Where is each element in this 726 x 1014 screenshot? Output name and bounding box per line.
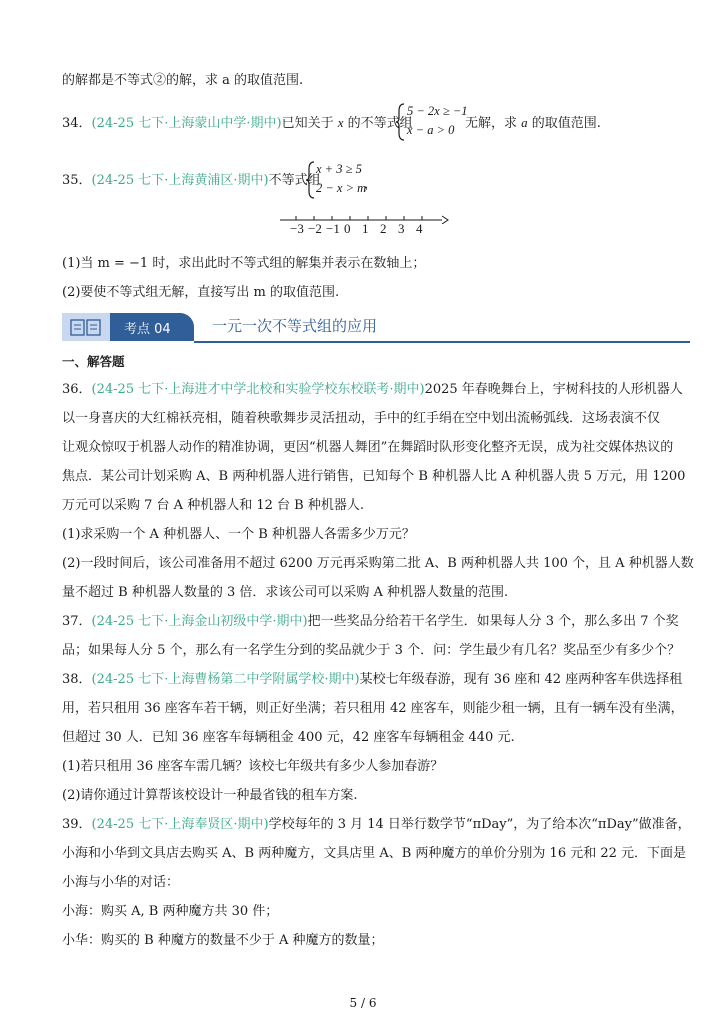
text: 的不等式组 [343,116,413,131]
inequality-system-35 [316,160,366,198]
text: 某校七年级春游，现有 36 座和 42 座两种客车供选择租 [359,672,683,687]
question-source: (24-25 七下·上海进才中学北校和实验学校东校联考·期中) [91,382,425,397]
text-line: 小海和小华到文具店去购买 A、B 两种魔方，文具店里 A、B 两种魔方的单价分别为 16 元和 22 元．下面是 [62,846,687,861]
inequality-system-34 [407,102,468,140]
text: 学校每年的 3 月 14 日举行数学节“πDay”，为了给本次“πDay”做准备， [268,817,691,832]
sub-question: (2)请你通过计算帮该校设计一种最省钱的租车方案. [62,788,358,803]
topic-badge-label: 考点 04 [124,322,171,337]
brace-icon [396,103,406,141]
inequality: 5 − 2x ≥ −1 [407,104,468,118]
section-heading: 一、解答题 [62,354,125,369]
text-line: 以一身喜庆的大红棉袄亮相，随着秧歌舞步灵活扭动，手中的红手绢在空中划出流畅弧线．这场表演不仅 [62,411,661,426]
question-number: 38． [62,672,92,687]
text: 无解，求 [465,116,522,131]
text: 把一些奖品分给若干名学生．如果每人分 3 个，那么多出 7 个奖 [307,614,679,629]
text: 2025 年春晚舞台上，宇树科技的人形机器人 [424,382,683,397]
question-source: (24-25 七下·上海黄浦区·期中) [91,173,269,188]
text-line: 但超过 30 人．已知 36 座客车每辆租金 400 元，42 座客车每辆租金 440 元. [62,730,515,745]
inequality: x − a > 0 [407,123,455,137]
text-line: 小海与小华的对话： [62,875,180,890]
text: ， [364,177,378,192]
math-var: x [337,115,344,130]
topic-banner [62,309,690,343]
question-35 [62,172,321,190]
number-line-label: −3 [290,221,304,236]
question-number: 34． [62,116,92,131]
text-line: 万元可以采购 7 台 A 种机器人和 12 台 B 种机器人. [62,498,364,513]
question-number: 36． [62,382,92,397]
question-source: (24-25 七下·上海蒙山中学·期中) [91,116,282,131]
number-line-label: 4 [416,221,423,236]
inequality: x + 3 ≥ 5 [316,162,362,176]
question-number: 37． [62,614,92,629]
divider [194,341,690,343]
question-source: (24-25 七下·上海奉贤区·期中) [91,817,269,832]
number-line-label: −1 [326,221,340,236]
question-source: (24-25 七下·上海曹杨第二中学附属学校·期中) [91,672,360,687]
number-line-label: −2 [308,221,322,236]
sub-question: (1)求采购一个 A 种机器人、一个 B 种机器人各需多少万元？ [62,527,415,542]
question-34-tail [465,114,601,133]
book-icon [70,319,102,337]
question-source: (24-25 七下·上海金山初级中学·期中) [91,614,308,629]
topic-title: 一元一次不等式组的应用 [212,317,378,335]
text-line: 量不超过 B 种机器人数量的 3 倍．求该公司可以采购 A 种机器人数量的范围. [62,585,509,600]
text-line: 小海：购买 A, B 两种魔方共 30 件； [62,904,279,919]
text: 不等式组 [268,173,321,188]
page-number: 5 / 6 [349,996,377,1010]
question-number: 39． [62,817,92,832]
text-line: 的解都是不等式②的解，求 a 的取值范围. [62,73,304,88]
text-line: 品；如果每人分 5 个，那么有一名学生分到的奖品就少于 3 个．问：学生最少有几名？奖品至少有多少个？ [62,643,681,658]
sub-question: (1)若只租用 36 座客车需几辆？该校七年级共有多少人参加春游？ [62,759,444,774]
inequality: 2 − x > m [316,181,367,195]
text-line: 焦点．某公司计划采购 A、B 两种机器人进行销售，已知每个 B 种机器人比 A 种机器人贵 5 万元，用 1200 [62,469,686,484]
question-36 [62,381,683,399]
question-34 [62,114,413,133]
text: 已知关于 [281,116,338,131]
question-39 [62,816,691,834]
sub-question: (1)当 m = −1 时，求出此时不等式组的解集并表示在数轴上； [62,256,426,271]
sub-question: (2)要使不等式组无解，直接写出 m 的取值范围. [62,285,340,300]
question-38 [62,671,682,689]
text-line: 用，若只租用 36 座客车若干辆，则正好坐满；若只租用 42 座客车，则能少租一辆，且有一辆车没有坐满， [62,701,684,716]
number-line-label: 3 [398,221,405,236]
question-number: 35． [62,173,92,188]
brace-icon [306,161,316,199]
number-line-label: 0 [344,221,351,236]
text-line: 让观众惊叹于机器人动作的精准协调，更因“机器人舞团”在舞蹈时队形变化整齐无误，成为社交媒体热议的 [62,440,674,455]
number-line-label: 1 [362,221,369,236]
sub-question: (2)一段时间后，该公司准备用不超过 6200 万元再采购第二批 A、B 两种机器人共 100 个，且 A 种机器人数 [62,556,694,571]
text-line: 小华：购买的 B 种魔方的数量不少于 A 种魔方的数量； [62,933,384,948]
math-var: a [521,115,528,130]
text: 的取值范围. [527,116,601,131]
number-line-label: 2 [380,221,387,236]
question-37 [62,613,679,631]
